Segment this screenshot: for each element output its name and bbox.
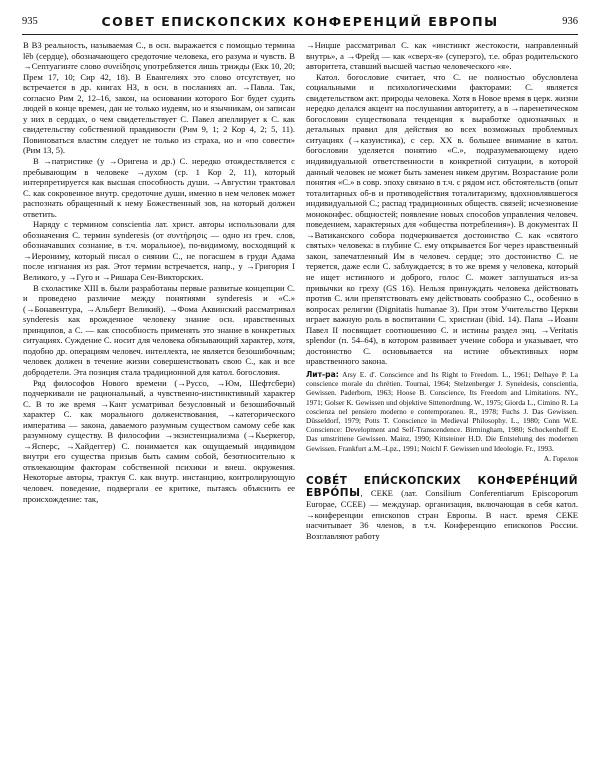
- article-author: А. Горелов: [543, 453, 578, 463]
- header-rule: [22, 34, 578, 35]
- paragraph: В схоластике XIII в. были разработаны первые развитые концепции С. и проведено различие между понятиями synderesis и «С.» (→Бонавентура, →Альберт Великий). →Фома Аквинский рассматривал synderesis как врожденное человеку знание осн. нравственных принципов, а С. — как способность применять это знание в конкретных ситуациях. Суждение С. носит для человека обязывающий характер, хотя, подобно др. операциям человеч. интеллекта, не является безошибочным; человек должен в течение жизни совершенствовать свою С., как и все добродетели. Эта позиция стала традиционной для катол. богословия.: [23, 282, 295, 377]
- entry-text: , СЕКЕ (лат. Consilium Conferentiarum Episcoporum Europae, CCEE) — междунар. организация, включающая в себя катол. →конференции епископов стран Европы. В наст. время СЕКЕ насчитывает 36 членов, в т.ч. Конференцию епископов России. Возглавляют работу: [306, 487, 578, 541]
- dictionary-entry: [306, 475, 578, 541]
- paragraph: Катол. богословие считает, что С. не полностью обусловлена социальными и психологическими факторами: С. является свидетельством акт. природы человека. Хотя в Новое время в церк. жизни нередко делался акцент на послушании авторитету, а в →паренетическом богословии существовала тенденция к выработке однозначных и детальных правил для действия во всех возможных проблемных ситуациях (→казуистика), с сер. XX в. большее внимание в катол. богословии уделяется понятию «С.», подразумевающему идею индивидуальной ответственности в конкретной ситуации, в которой данный человек не может быть заменен никем другим. Возрастание роли понятия «С.» в совр. эпоху связано в т.ч. с рядом ист. обстоятельств (опыт тоталитарных об-в и противодействия тоталитаризму, вдохновлявшегося индивидуальной С.; распад традиционных обществ. связей; исчезновение моноконфес. общностей; появление новых способов управления человеч. поведением, характерных для «общества потребления»). В документах II →Ватиканского собора подчеркивается достоинство С. как «святого святых» человека: в глубине С. ему открывается Бог через нравственный закон, запечатленный Им в человеч. сердце; это достоинство С. не теряется, даже если С. заблуждается; в то же время у человека, который не ищет истинного и доброго, голос С. может заглушаться из-за привычки ко греху (GS 16). Нельзя принуждать человека действовать против С. или препятствовать ему действовать сообразно С., особенно в вопросах религии (Dignitatis humanae 3). При этом Учительство Церкви играет важную роль в воспитании С. христиан (ibid. 14). Папа →Иоанн Павел II посвящает соотношению С. и истины раздел энц. →Veritatis splendor (п. 54–64), в котором развивает учение собора и указывает, что достоинство С. основывается на истине объективных норм нравственного закона.: [306, 71, 578, 367]
- literature-label: Лит-ра:: [306, 369, 339, 379]
- entry-headword: СОВЕ́Т ЕПИ́СКОПСКИХ КОНФЕРЕ́НЦИЙ ЕВРО́ПЫ: [306, 474, 578, 499]
- paragraph: →Ницше рассматривал С. как «инстинкт жестокости, направленный внутрь», а →Фрейд — как «сверх-я» (суперэго), т.е. образ родительского авторитета, ставший высшей частью человеческого «я».: [306, 40, 578, 72]
- running-title: СОВЕТ ЕПИСКОПСКИХ КОНФЕРЕНЦИЙ ЕВРОПЫ: [101, 14, 499, 29]
- right-page-number: 936: [562, 16, 578, 27]
- page-header: [22, 14, 578, 32]
- literature-block: [306, 370, 578, 453]
- literature-text: Arsy E. d'. Conscience and Its Right to Freedom. L., 1961; Delhaye P. La conscience morale du chrétien. Tournai, 1964; Stelzenberger J. Syneidesis, conscientia, Gewissen. Paderborn, 1963; Hoose B. Conscience, Its Freedom and Limitations. NY., 1971; Golser K. Gewissen und objektive Sittenordnung. W., 1975; Giorda L., Cimino R. La coscienza nel pensiero moderno e contemporaneo. R., 1978; Fuchs J. Das Gewissen. Düsseldorf, 1979; Potts T. Conscience in Medieval Philosophy. L., 1980; Conn W.E. Conscience: Development and Self-Transcendence. Birmingham, 1980; Schockenhoff E. Das umstrittene Gewissen. Mainz, 1990; Kittsteiner H.D. Die Entstehung des modernen Gewissen. Frankfurt a.M.–Lpz., 1991; Noichl F. Gewissen und Ideologie. Fr., 1993.: [306, 369, 578, 453]
- left-page-number: 935: [22, 16, 38, 27]
- right-column: [306, 40, 578, 752]
- paragraph: Ряд философов Нового времени (→Руссо, →Юм, Шефтсбери) подчеркивали не рациональный, а чувственно-инстинктивный характер С. В то же время →Кант усматривал безусловный и безошибочный характер С. как морального долженствования, →категорического императива — закона, даваемого разумным существом самому себе как разумному существу. В философии →экзистенциализма (→Кьеркегор, →Ясперс, →Хайдеггер) С. понимается как ощущаемый индивидом внутри его существа призыв быть самим собой, безотносительно к отвлекающим факторам собственной психики и внеш. окружения. Некоторые авторы, трактуя С. как внутр. инстанцию, контролирующую человеч. поведение, подвергали ее критике, пытаясь объяснить ее происхождение: так,: [23, 377, 295, 504]
- paragraph: В →патристике (у →Оригена и др.) С. нередко отождествляется с пребывающим в человеке →духом (ср. 1 Кор 2, 11), который интерпретируется как высшая способность души. →Августин трактовал С. как сокровенное внутр. средоточие души, именно в нем человек может распознать обращенный к нему Божественный зов, на который должен ответить.: [23, 156, 295, 219]
- paragraph: Наряду с термином conscientia лат. христ. авторы использовали для обозначения С. термин synderesis (от συντήρησις — одно из греч. слов, обозначавших сознание, в т.ч. моральное), по-видимому, восходящий к →Иерониму, который писал о сиянии С., не погасшем в груди Адама после изгнания из рая. Этот термин встречается, напр., у →Григория I Великого, у →Гуго и →Ришара Сен-Викторских.: [23, 219, 295, 283]
- paragraph: В ВЗ реальность, называемая С., в осн. выражается с помощью термина lēb (сердце), обозначающего средоточие человека, его разума и чувств. В →Септуагинте слово συνείδησις употребляется лишь трижды (Екк 10, 20; Прем 17, 10; Сир 42, 18). В Евангелиях это слово отсутствует, но встречается в др. книгах НЗ, в осн. в посланиях ап. →Павла. Так, согласно Рим 2, 12–16, закон, на основании которого Бог будет судить людей в конце времен, дан не только иудеям, но и язычникам, он записан у них в сердцах, о чем свидетельствует С. Павел апеллирует к С. как свидетельству собственной правдивости (Рим 9, 1; 2 Кор 4, 2; 5, 11). Повиноваться властям следует не только из страха, но и «по совести» (Рим 13, 5).: [23, 40, 295, 156]
- left-column: [23, 40, 295, 752]
